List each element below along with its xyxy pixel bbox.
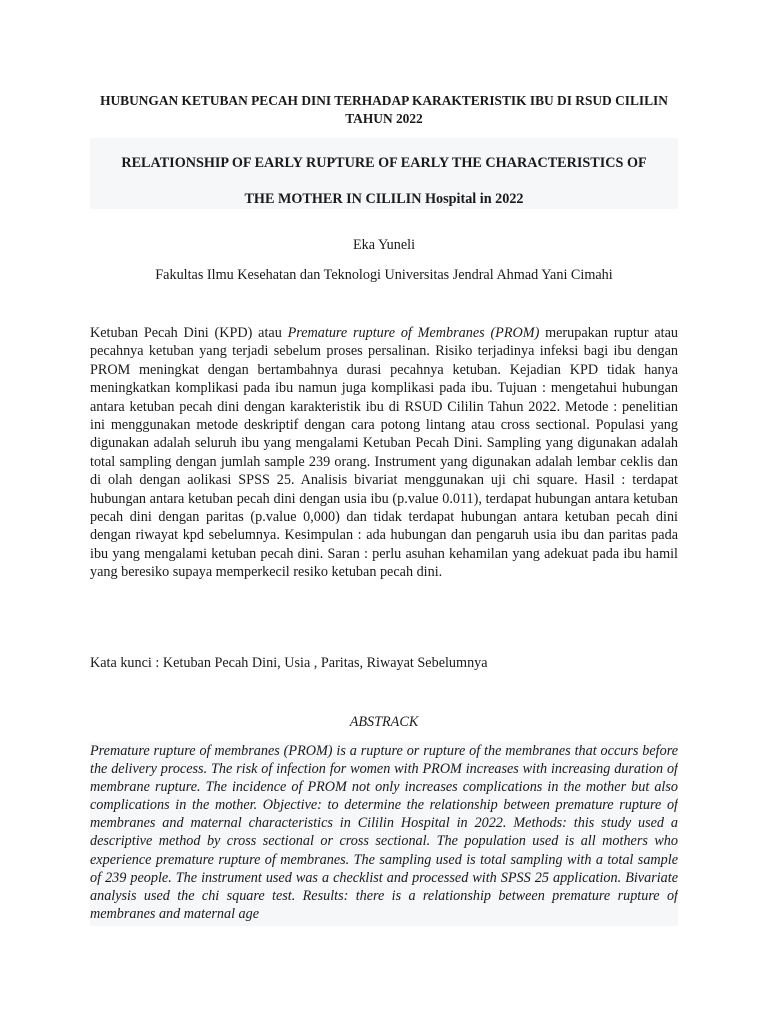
- keywords: Kata kunci : Ketuban Pecah Dini, Usia , Paritas, Riwayat Sebelumnya: [90, 655, 488, 671]
- abstract-english-heading: ABSTRACK: [349, 714, 419, 730]
- abstract-indonesian-body: merupakan ruptur atau pecahnya ketuban yang terjadi sebelum proses persalinan. Risiko terjadinya infeksi bagi ibu dengan PROM meningkat dengan bertambahnya durasi pecahnya ketuban. Kejadian KPD tidak hanya meningkatkan komplikasi pada ibu namun juga komplikasi pada ibu. Tujuan : mengetahui hubungan antara ketuban pecah dini dengan karakteristik ibu di RSUD Cililin Tahun 2022. Metode : penelitian ini menggunakan metode deskriptif dengan cara potong lintang atau cross sectional. Populasi yang digunakan adalah seluruh ibu yang mengalami Ketuban Pecah Dini. Sampling yang digunakan adalah total sampling dengan jumlah sample 239 orang. Instrument yang digunakan adalah lembar ceklis dan di olah dengan aolikasi SPSS 25. Analisis bivariat menggunakan uji chi square. Hasil : terdapat hubungan antara ketuban pecah dini dengan usia ibu (p.value 0.011), terdapat hubungan antara ketuban pecah dini dengan paritas (p.value 0,000) dan tidak terdapat hubungan antara ketuban pecah dini dengan riwayat kpd sebelumnya. Kesimpulan : ada hubungan dan pengaruh usia ibu dan paritas pada ibu yang mengalami ketuban pecah dini. Saran : perlu asuhan kehamilan yang adekuat pada ibu hamil yang beresiko supaya memperkecil resiko ketuban pecah dini.: [90, 325, 679, 581]
- author-affiliation: Fakultas Ilmu Kesehatan dan Teknologi Universitas Jendral Ahmad Yani Cimahi: [155, 267, 613, 283]
- abstract-indonesian-lead: Ketuban Pecah Dini (KPD) atau: [90, 325, 288, 341]
- title-indonesian: HUBUNGAN KETUBAN PECAH DINI TERHADAP KARAKTERISTIK IBU DI RSUD CILILIN TAHUN 2022: [100, 93, 668, 126]
- abstract-english: [90, 742, 678, 926]
- author-name: Eka Yuneli: [352, 237, 416, 253]
- abstract-indonesian-term: Premature rupture of Membranes (PROM): [287, 325, 540, 341]
- title-english-block: [90, 138, 678, 209]
- abstract-indonesian: [90, 324, 678, 582]
- title-english-line-2: THE MOTHER IN CILILIN Hospital in 2022: [244, 191, 524, 207]
- title-english-line-1: RELATIONSHIP OF EARLY RUPTURE OF EARLY THE CHARACTERISTICS OF: [121, 155, 647, 171]
- abstract-indonesian-paragraph: [90, 324, 678, 582]
- abstract-english-paragraph: Premature rupture of membranes (PROM) is a rupture or rupture of the membranes that occurs before the delivery process. The risk of infection for women with PROM increases with increasing duration of membrane rupture. The incidence of PROM not only increases complications in the mother but also complications in the mother. Objective: to determine the relationship between premature rupture of membranes and maternal characteristics in Cililin Hospital in 2022. Methods: this study used a descriptive method by cross sectional or cross sectional. The population used is all mothers who experience premature rupture of membranes. The sampling used is total sampling with a total sample of 239 people. The instrument used was a checklist and processed with SPSS 25 application. Bivariate analysis used the chi square test. Results: there is a relationship between premature rupture of membranes and maternal age: [90, 743, 678, 922]
